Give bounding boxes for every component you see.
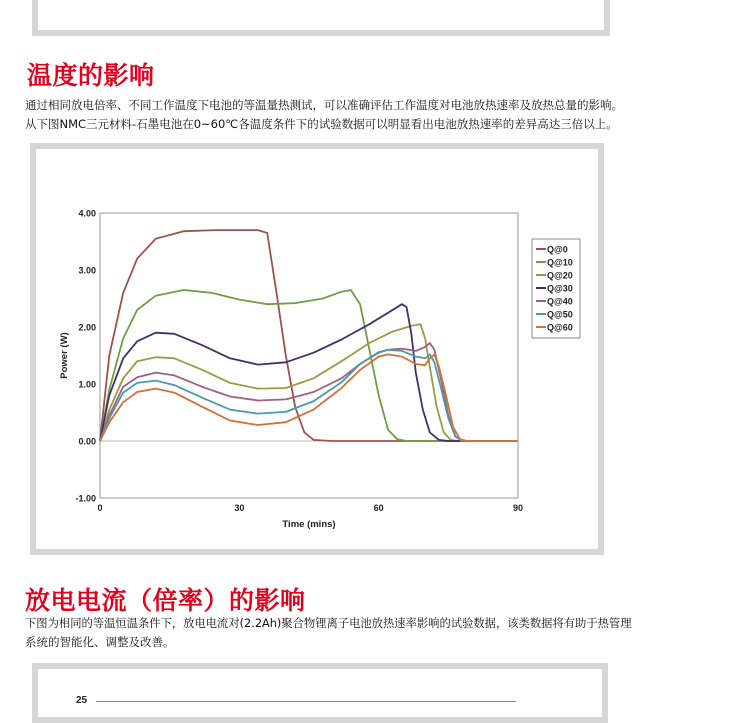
series-line-Q-at-0: [100, 230, 518, 441]
y-tick-label: -1.00: [75, 493, 96, 504]
legend-label: Q@40: [547, 296, 573, 307]
y-tick-label: 2.00: [78, 322, 96, 333]
x-tick-label: 0: [97, 503, 103, 513]
series-line-Q-at-30: [100, 304, 518, 441]
temperature-section-line2: 从下图NMC三元材料-石墨电池在0~60℃各温度条件下的试验数据可以明显看出电池放热速率的差异高达三倍以上。: [25, 117, 618, 131]
x-tick-label: 30: [234, 503, 245, 513]
y-tick-label: 1.00: [78, 379, 96, 390]
legend-label: Q@20: [547, 270, 573, 281]
y-axis-label: Power (W): [59, 332, 70, 379]
rate-section-heading: 放电电流（倍率）的影响: [25, 586, 306, 615]
legend-label: Q@30: [547, 283, 573, 294]
y-tick-label: 3.00: [78, 265, 96, 276]
series-line-Q-at-50: [100, 350, 518, 441]
series-line-Q-at-10: [100, 290, 518, 441]
x-axis-label: Time (mins): [282, 519, 336, 530]
series-line-Q-at-60: [100, 354, 518, 441]
legend-label: Q@0: [547, 244, 568, 255]
rate-section-line1: 下图为相同的等温恒温条件下，放电电流对(2.2Ah)聚合物锂离子电池放热速率影响的试验数据，该类数据将有助于热管理: [25, 617, 632, 630]
legend-label: Q@10: [547, 257, 573, 268]
x-tick-label: 60: [373, 503, 384, 513]
temperature-section-line1: 通过相同放电倍率、不同工作温度下电池的等温量热测试，可以准确评估工作温度对电池放热速率及放热总量的影响。: [25, 98, 623, 112]
bottom-chart-fragment: [32, 663, 608, 723]
bottom-chart-first-tick: 25: [76, 695, 88, 706]
x-tick-label: 90: [512, 503, 524, 513]
rate-section-line2: 系统的智能化、调整及改善。: [25, 635, 175, 649]
temperature-section-heading: 温度的影响: [27, 61, 155, 90]
legend-label: Q@60: [547, 322, 573, 333]
temperature-power-chart: [36, 149, 598, 549]
y-tick-label: 0.00: [78, 436, 96, 447]
y-tick-label: 4.00: [78, 208, 96, 219]
legend-label: Q@50: [547, 309, 573, 320]
plot-area-frame: [100, 213, 518, 498]
temperature-chart-frame: [30, 143, 604, 555]
top-chart-fragment: [32, 0, 610, 36]
